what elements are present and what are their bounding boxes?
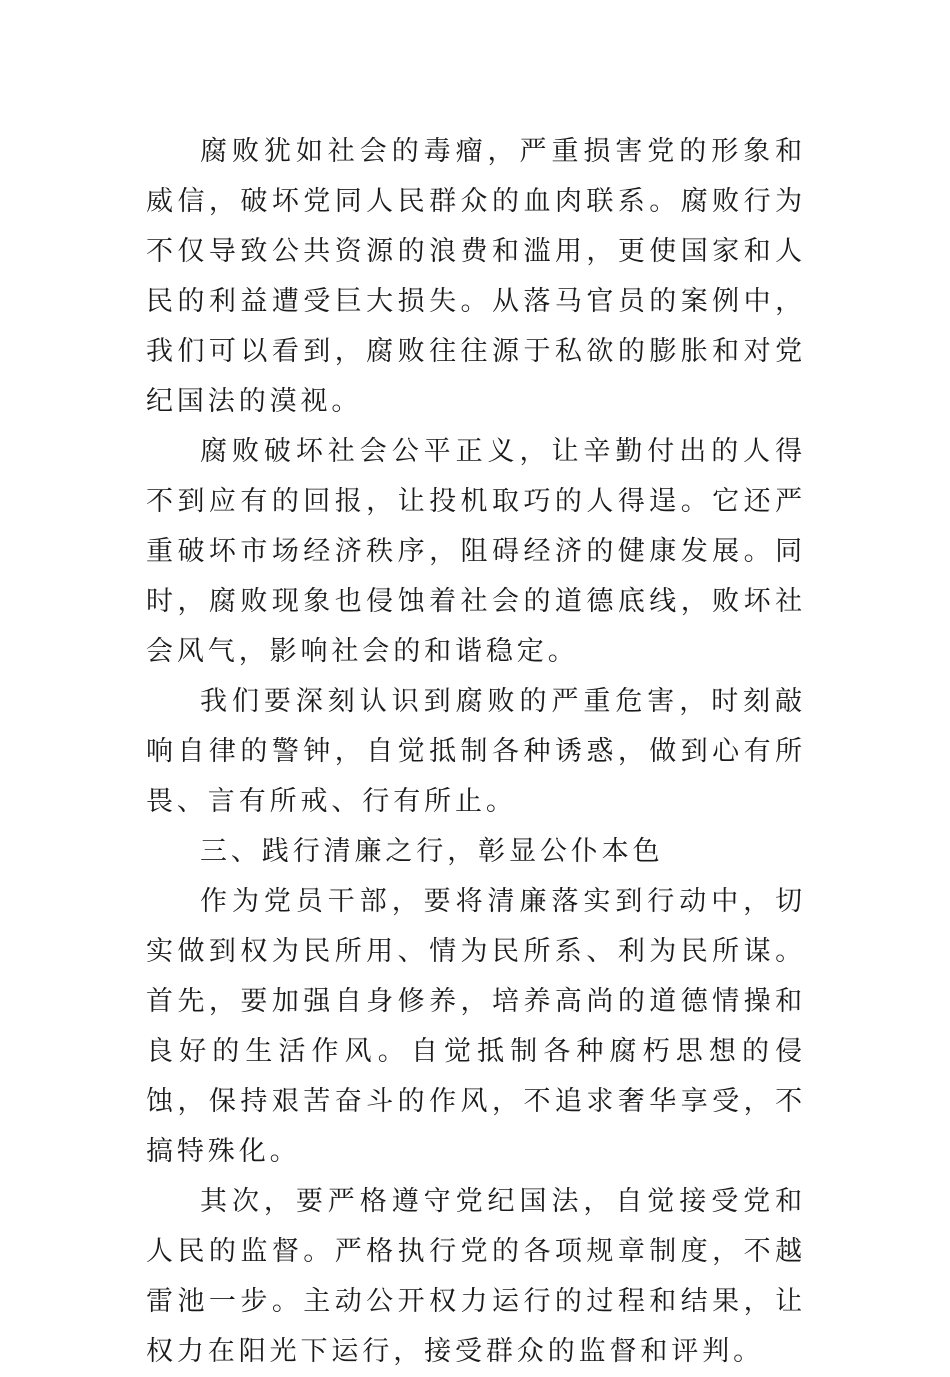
- document-body: [146, 127, 806, 1377]
- paragraph-social-justice: 腐败破坏社会公平正义，让辛勤付出的人得不到应有的回报，让投机取巧的人得逞。它还严重破坏市场经济秩序，阻碍经济的健康发展。同时，腐败现象也侵蚀着社会的道德底线，败坏社会风气，影响社会的和谐稳定。: [146, 436, 806, 667]
- paragraph-obey-discipline: 其次，要严格遵守党纪国法，自觉接受党和人民的监督。严格执行党的各项规章制度，不越雷池一步。主动公开权力运行的过程和结果，让权力在阳光下运行，接受群众的监督和评判。: [146, 1186, 806, 1367]
- section-heading: 三、践行清廉之行，彰显公仆本色: [200, 836, 664, 867]
- paragraph-self-discipline: 我们要深刻认识到腐败的严重危害，时刻敲响自律的警钟，自觉抵制各种诱惑，做到心有所畏、言有所戒、行有所止。: [146, 686, 806, 817]
- paragraph-corruption-harm: 腐败犹如社会的毒瘤，严重损害党的形象和威信，破坏党同人民群众的血肉联系。腐败行为不仅导致公共资源的浪费和滥用，更使国家和人民的利益遭受巨大损失。从落马官员的案例中，我们可以看到，腐败往往源于私欲的膨胀和对党纪国法的漠视。: [146, 136, 806, 417]
- paragraph-practice-integrity: 作为党员干部，要将清廉落实到行动中，切实做到权为民所用、情为民所系、利为民所谋。首先，要加强自身修养，培养高尚的道德情操和良好的生活作风。自觉抵制各种腐朽思想的侵蚀，保持艰苦奋斗的作风，不追求奢华享受，不搞特殊化。: [146, 886, 806, 1167]
